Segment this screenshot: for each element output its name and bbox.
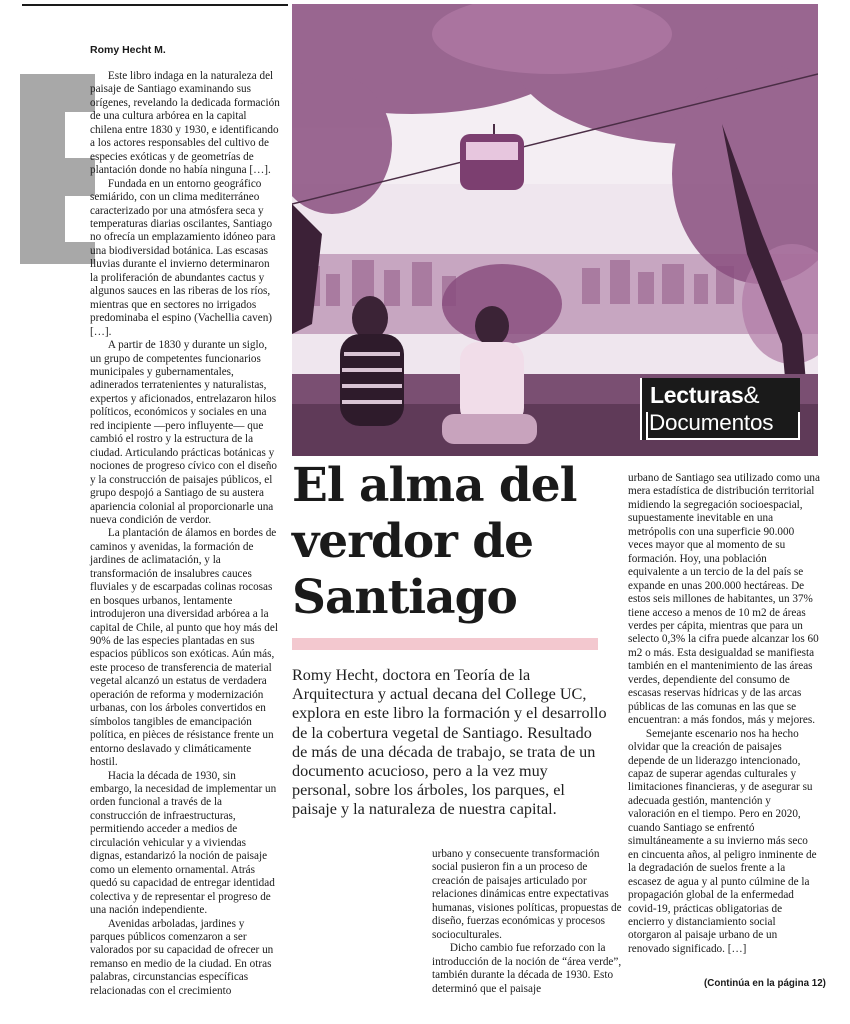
paragraph: Este libro indaga en la naturaleza del paisaje de Santiago examinando sus orígenes, revelando la dedicada formación de una cultura arbórea en la capital chilena entre 1830 y 1930, e identificando a los actores responsables del cultivo de especies exóticas y de geometrías de plantación donde no había ninguna […].	[90, 70, 280, 177]
badge-line-1: Lecturas&	[650, 382, 760, 409]
paragraph: Dicho cambio fue reforzado con la introducción de la noción de “área verde”, también durante la década de 1930. Esto determinó que el paisaje	[432, 942, 622, 995]
drop-cap-letter-e	[20, 74, 95, 264]
paragraph: urbano de Santiago sea utilizado como una mera estadística de distribución territorial midiendo la segregación socioespacial, supuestamente inevitable en una metrópolis con una superficie 90.000 veces mayor que al momento de su formación. Hoy, una población equivalente a un tercio de la del país se expande en unas 200.000 hectáreas. De estos seis millones de habitantes, un 37% tiene acceso a menos de 10 m2 de áreas verdes per cápita, mientras que para un selecto 0,3% la cifra puede alcanzar los 60 m2 o más. Esta desigualdad se manifiesta también en el mantenimiento de las áreas verdes, dependiente del consumo de escasas reservas hídricas y de las arcas públicas de las comunas en las que se encuentran: a más fondos, más y mejores.	[628, 472, 820, 727]
author-byline: Romy Hecht M.	[90, 44, 166, 56]
article-column-3	[432, 848, 622, 996]
article-column-1	[90, 70, 280, 998]
badge-line-2: Documentos	[649, 410, 774, 435]
paragraph: Fundada en un entorno geográfico semiárido, con un clima mediterráneo caracterizado por una atmósfera seca y temperaturas diarias oscilantes, Santiago no ofrecía un emplazamiento idóneo para una biodiversidad botánica. Las escasas lluvias durante el invierno determinaron la proliferación de abundantes cactus y algunos sauces en las riberas de los ríos, mientras que en sectores no irrigados predominaba el espino (Vachellia caven) […].	[90, 177, 276, 338]
paragraph: Avenidas arboladas, jardines y parques públicos comenzaron a ser valorados por su capacidad de ofrecer un remanso en medio de la ciudad. En otras palabras, circunstancias específicas relacionadas con el crecimiento	[90, 917, 274, 997]
article-column-4	[628, 472, 820, 956]
paragraph: Semejante escenario nos ha hecho olvidar que la creación de paisajes depende de un liderazgo intencionado, capaz de superar agendas culturales y limitaciones financieras, y de asegurar su adecuada gestión, mantención y valoración en el tiempo. Pero en 2020, cuando Santiago se enfrentó simultáneamente a su invierno más seco en cincuenta años, al peligro inminente de la degradación de suelos frente a la escasez de agua y al punto cúlmine de la propagación global de la enfermedad covid-19, prácticas obligatorias de encierro y distanciamiento social otorgaron al paisaje urbano de un renovado significado. […]	[628, 727, 817, 955]
paragraph: Hacia la década de 1930, sin embargo, la necesidad de implementar un orden funcional a través de la construcción de infraestructuras, permitiendo acceder a medios de circulación vehicular y a viviendas dignas, estandarizó la noción de paisaje como un elemento ornamental. Atrás quedó su capacidad de entregar identidad colectiva y de representar el progreso de una nación independiente.	[90, 769, 277, 917]
continuation-note: (Continúa en la página 12)	[704, 978, 826, 989]
lead-paragraph: Romy Hecht, doctora en Teoría de la Arquitectura y actual decana del College UC, explora en este libro la formación y el desarrollo de la cobertura vegetal de Santiago. Resultado de más de una década de trabajo, se trata de un documento acucioso, pero a la vez muy personal, sobre los árboles, los parques, el paisaje y la naturaleza de nuestra capital.	[292, 666, 607, 819]
paragraph: La plantación de álamos en bordes de caminos y avenidas, la formación de jardines de aclimatación, y la transformación de insalubres cauces fluviales y de escarpadas colinas rocosas en bosques urbanos, lentamente introdujeron una diversidad arbórea a la capital de Chile, al punto que hoy más del 90% de las especies plantadas en sus espacios públicos son exóticas. Aún más, este proceso de transferencia de material vegetal alcanzó un estatus de verdadera operación de reforma y modernización urbanas, con los árboles convertidos en símbolos tangibles de emancipación política, en pièces de résistance frente un entorno deslavado y climáticamente hostil.	[90, 527, 278, 769]
article-headline: El alma del verdor de Santiago	[292, 458, 577, 625]
top-rule	[22, 4, 288, 6]
paragraph: A partir de 1830 y durante un siglo, un grupo de competentes funcionarios municipales y gubernamentales, adinerados terratenientes y naturalistas, expertos y aficionados, entrelazaron hilos políticos, económicos y sociales en una red incipiente —pero influyente— que cambió el rostro y la estructura de la ciudad. Articulando prácticas botánicas y nociones de progreso cívico con el diseño y la construcción de paisajes públicos, el grupo despojó a Santiago de su austera apariencia colonial al proporcionarle una nueva condición de verdor.	[90, 339, 278, 526]
section-badge	[640, 378, 800, 440]
accent-bar	[292, 638, 598, 650]
paragraph: urbano y consecuente transformación social pusieron fin a un proceso de creación de paisajes articulado por relaciones dinámicas entre expectativas humanas, visiones políticas, propuestas de diseño, fuerzas económicas y procesos socioculturales.	[432, 848, 622, 941]
